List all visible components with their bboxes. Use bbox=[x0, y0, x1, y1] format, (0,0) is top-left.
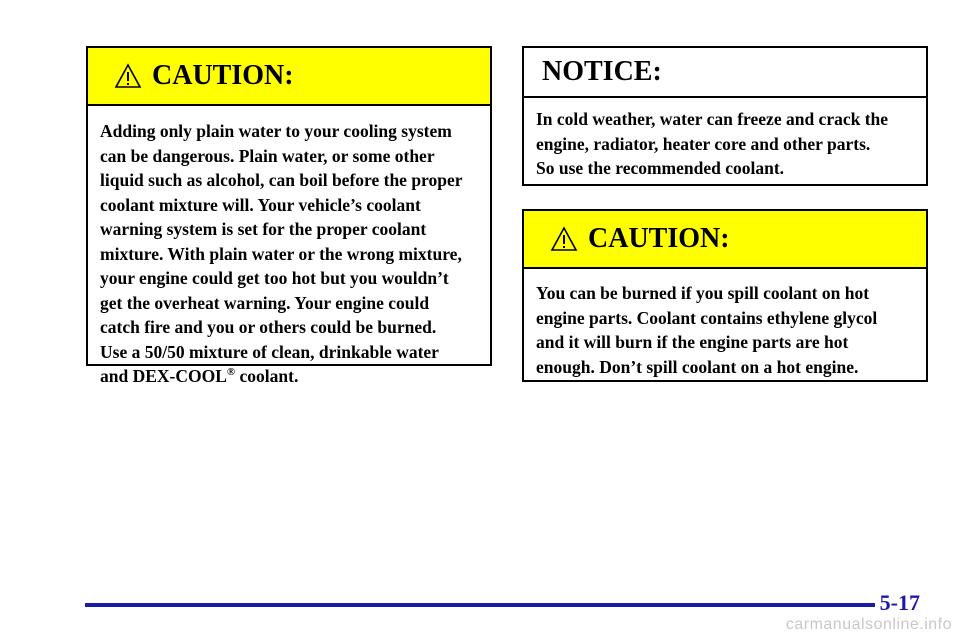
text-line: liquid such as alcohol, can boil before the proper bbox=[100, 170, 463, 190]
notice-title: NOTICE: bbox=[542, 56, 662, 87]
watermark: carmanualsonline.info bbox=[785, 616, 952, 633]
notice-text bbox=[524, 98, 926, 181]
text-line: can be dangerous. Plain water, or some other bbox=[100, 145, 435, 166]
text-line: So use the recommended coolant. bbox=[536, 158, 785, 178]
footer-rule bbox=[85, 603, 875, 607]
text-fragment: and DEX-COOL bbox=[100, 366, 227, 386]
caution-text-right bbox=[524, 269, 926, 379]
notice-box bbox=[522, 46, 928, 186]
text-line: get the overheat warning. Your engine could bbox=[100, 292, 430, 313]
text-line: engine parts. Coolant contains ethylene glycol bbox=[536, 307, 878, 328]
warning-triangle-icon bbox=[114, 63, 142, 89]
caution-header-left bbox=[88, 48, 490, 106]
warning-triangle-icon bbox=[550, 226, 578, 252]
registered-mark: ® bbox=[226, 366, 236, 379]
text-line-last bbox=[100, 364, 478, 389]
text-line: warning system is set for the proper coolant bbox=[100, 219, 427, 239]
text-line: engine, radiator, heater core and other parts. bbox=[536, 133, 871, 154]
caution-header-right bbox=[524, 211, 926, 269]
text-line: enough. Don’t spill coolant on a hot engine. bbox=[536, 356, 859, 377]
caution-box-right bbox=[522, 209, 928, 382]
text-line: catch fire and you or others could be burned. bbox=[100, 317, 437, 337]
text-line: your engine could get too hot but you wouldn’t bbox=[100, 268, 449, 288]
page-number: 5-17 bbox=[879, 590, 920, 615]
text-line: and it will burn if the engine parts are hot bbox=[536, 332, 849, 352]
caution-text-left bbox=[88, 106, 490, 389]
notice-header bbox=[524, 48, 926, 98]
caution-title-right: CAUTION: bbox=[588, 223, 730, 254]
text-line: Use a 50/50 mixture of clean, drinkable water bbox=[100, 341, 439, 362]
text-line: You can be burned if you spill coolant on hot bbox=[536, 283, 870, 303]
text-line: mixture. With plain water or the wrong mixture, bbox=[100, 243, 462, 264]
text-line: coolant mixture will. Your vehicle’s coolant bbox=[100, 194, 421, 215]
text-fragment: coolant. bbox=[235, 366, 299, 386]
caution-box-left bbox=[86, 46, 492, 386]
caution-title-left: CAUTION: bbox=[152, 60, 294, 91]
text-line: Adding only plain water to your cooling system bbox=[100, 121, 452, 141]
text-line: In cold weather, water can freeze and crack the bbox=[536, 109, 889, 129]
